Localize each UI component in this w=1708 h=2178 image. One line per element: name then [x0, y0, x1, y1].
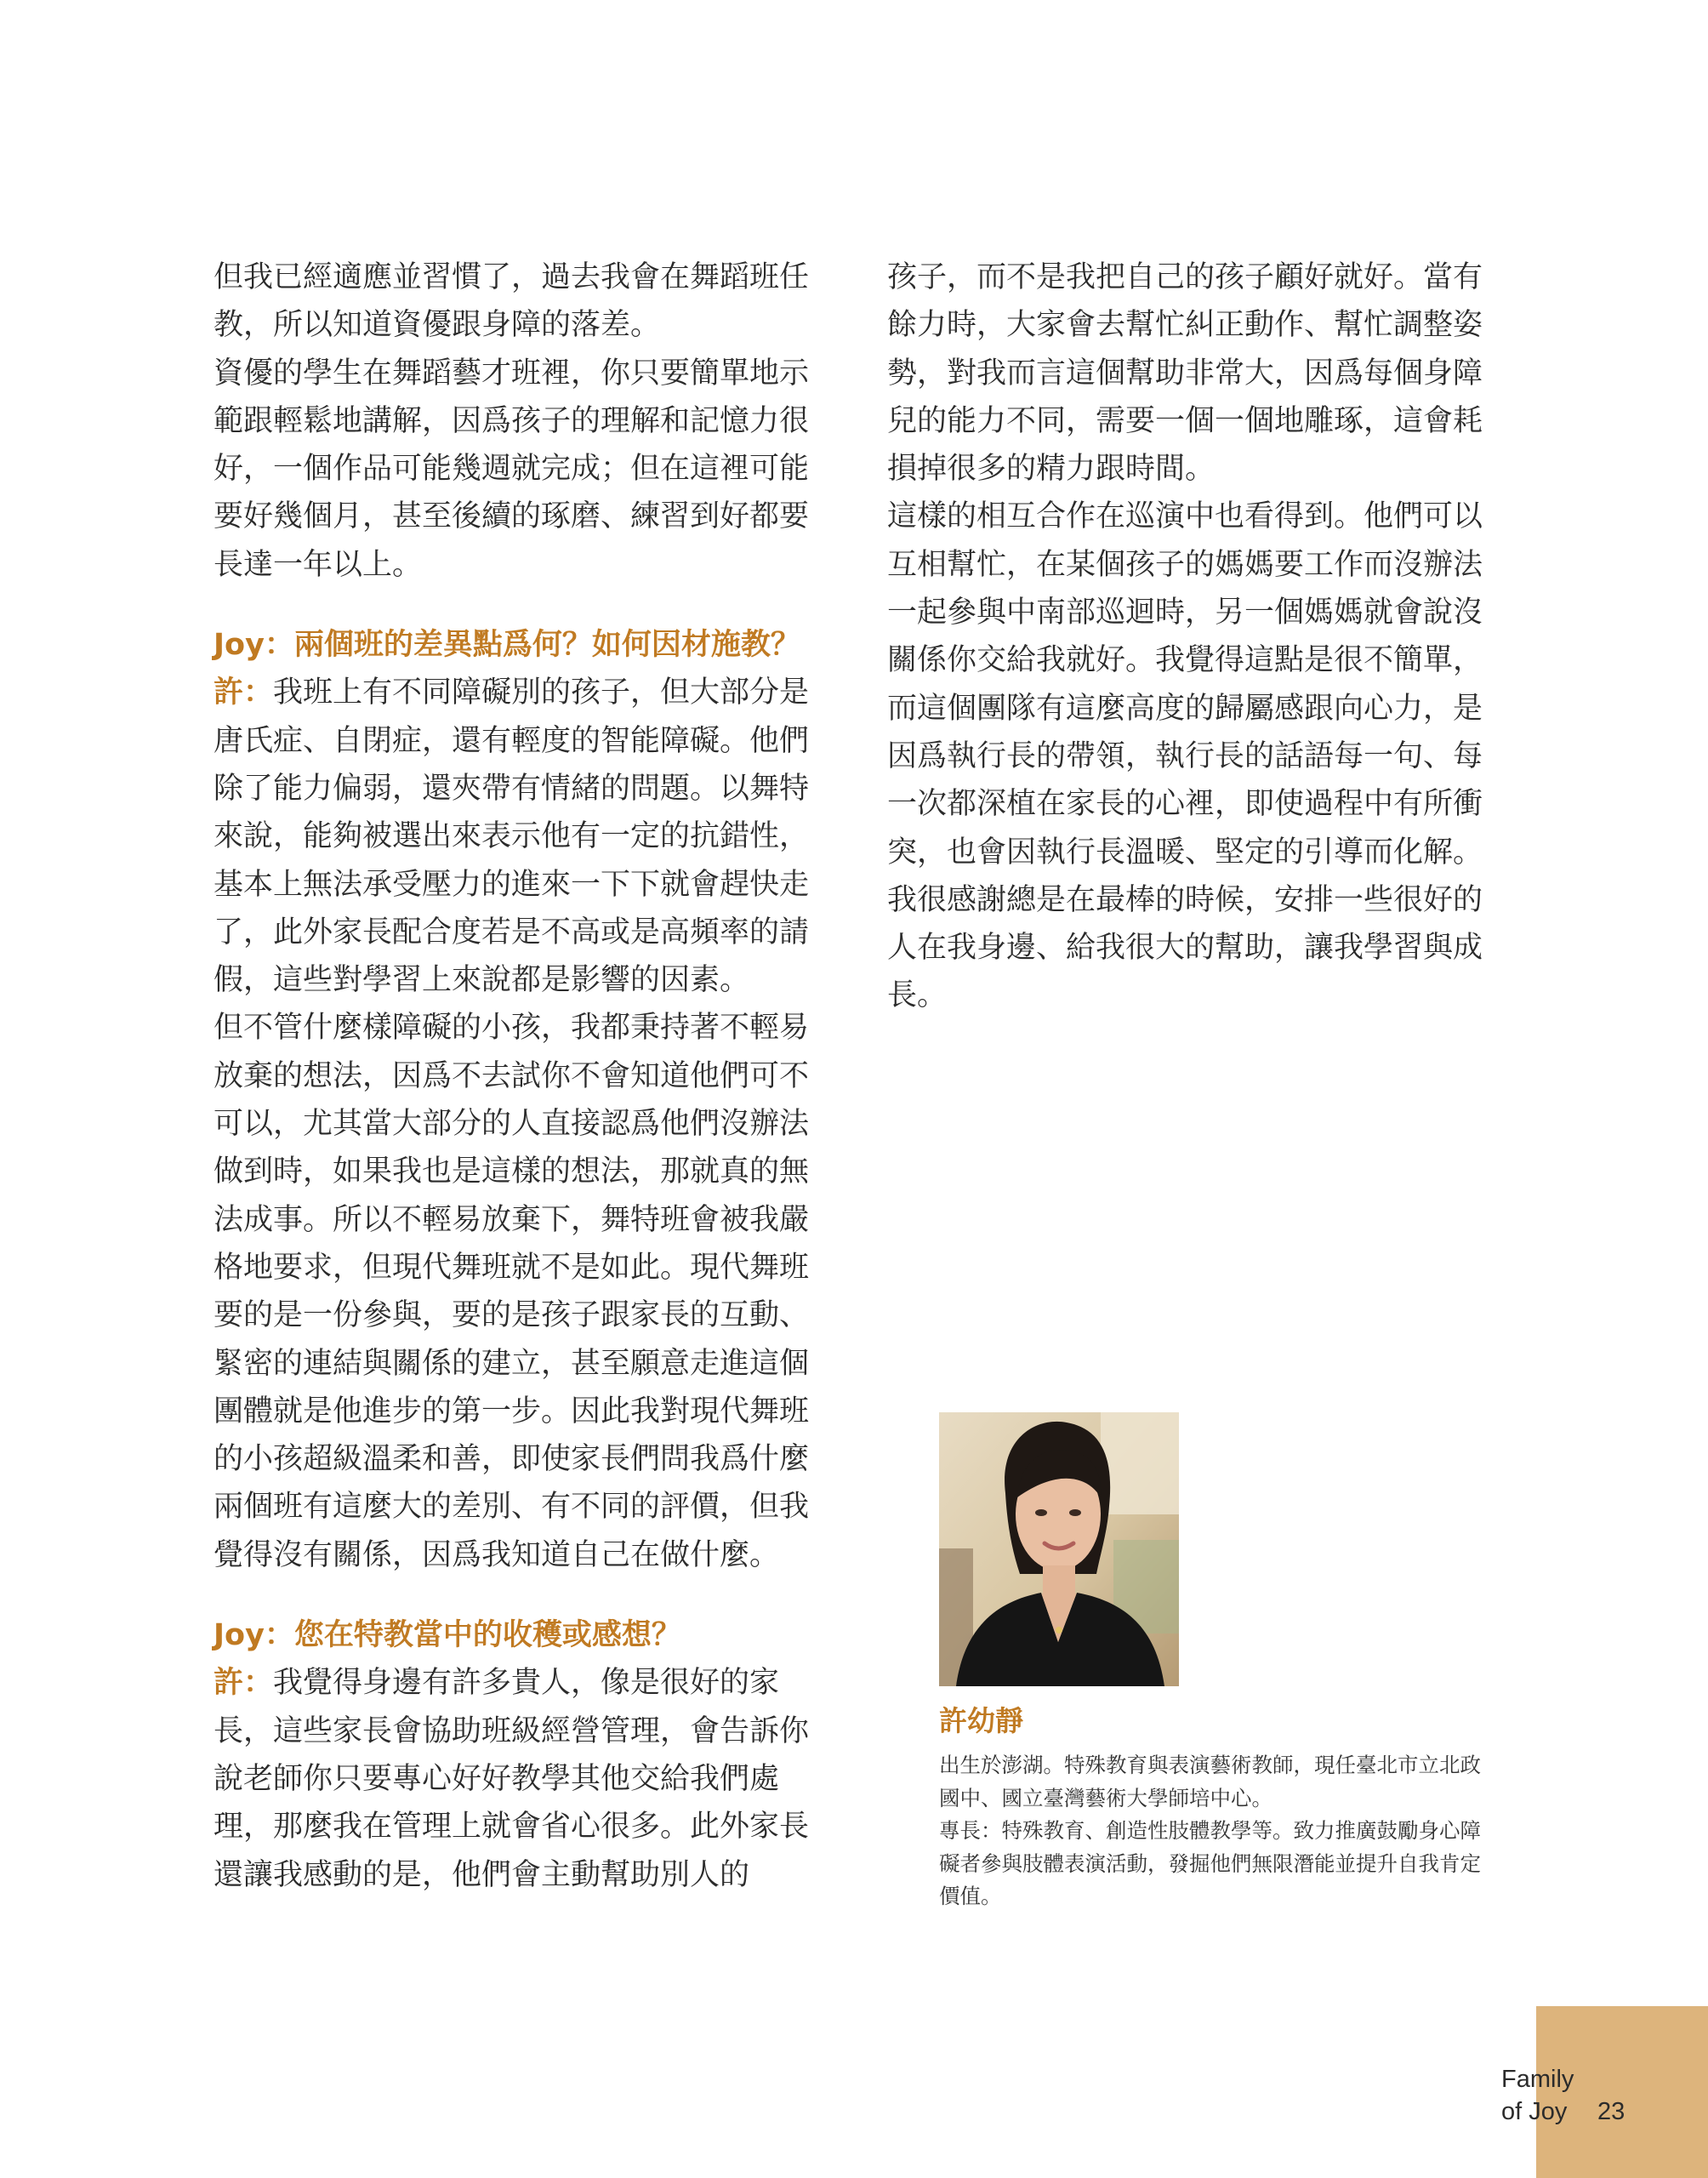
answer-paragraph — [214, 669, 819, 1004]
left-column — [214, 254, 819, 1899]
bio-text: 出生於澎湖。特殊教育與表演藝術教師，現任臺北市立北政國中、國立臺灣藝術大學師培中心。 — [939, 1753, 1481, 1810]
paragraph: 我很感謝總是在最棒的時候，安排一些很好的人在我身邊、給我很大的幫助，讓我學習與成長。 — [887, 882, 1483, 1013]
answer-text: 我班上有不同障礙別的孩子，但大部分是唐氏症、自閉症，還有輕度的智能障礙。他們除了能力偏弱，還夾帶有情緒的問題。以舞特來說，能夠被選出來表示他有一定的抗錯性，基本上無法承受壓力的進來一下下就會趕快走了，此外家長配合度若是不高或是高頻率的請假，這些對學習上來說都是影響的因素。 — [214, 676, 810, 998]
magazine-label-line: of Joy — [1501, 2098, 1568, 2125]
answer-text: 我覺得身邊有許多貴人，像是很好的家長，這些家長會協助班級經營管理，會告訴你說老師你只要專心好好教學其他交給我們處理，那麼我在管理上就會省心很多。此外家長還讓我感動的是，他們會主動幫助別人的 — [214, 1666, 810, 1892]
bio-text: 專長：特殊教育、創造性肢體教學等。致力推廣鼓勵身心障礙者參與肢體表演活動，發掘他們無限潛能並提升自我肯定價值。 — [939, 1818, 1481, 1909]
answer-speaker: 許： — [214, 676, 274, 710]
answer-paragraph — [214, 1659, 819, 1898]
paragraph: 孩子，而不是我把自己的孩子顧好就好。當有餘力時，大家會去幫忙糾正動作、幫忙調整姿勢，對我而言這個幫助非常大，因爲每個身障兒的能力不同，需要一個一個地雕琢，這會耗損掉很多的精力跟時間。 — [887, 260, 1483, 487]
magazine-label-line: Family — [1501, 2066, 1574, 2093]
answer-speaker: 許： — [214, 1666, 274, 1701]
author-name: 許幼靜 — [939, 1704, 1023, 1737]
author-bio — [939, 1702, 1500, 1913]
right-column — [887, 254, 1493, 1020]
page-number: 23 — [1597, 2098, 1625, 2125]
paragraph: 這樣的相互合作在巡演中也看得到。他們可以互相幫忙，在某個孩子的媽媽要工作而沒辦法一起參與中南部巡迴時，另一個媽媽就會說沒關係你交給我就好。我覺得這點是很不簡單，而這個團隊有這麼高度的歸屬感跟向心力，是因爲執行長的帶領，執行長的話語每一句、每一次都深植在家長的心裡，即使過程中有所衝突，也會因執行長溫暖、堅定的引導而化解。 — [887, 499, 1483, 869]
paragraph: 資優的學生在舞蹈藝才班裡，你只要簡單地示範跟輕鬆地講解，因爲孩子的理解和記憶力很好，一個作品可能幾週就完成；但在這裡可能要好幾個月，甚至後續的琢磨、練習到好都要長達一年以上。 — [214, 356, 810, 582]
interview-question: Joy：您在特教當中的收穫或感想？ — [214, 1618, 681, 1653]
interview-question: Joy：兩個班的差異點爲何？如何因材施教？ — [214, 628, 800, 663]
portrait-photo — [939, 1412, 1179, 1686]
paragraph: 但我已經適應並習慣了，過去我會在舞蹈班任教，所以知道資優跟身障的落差。 — [214, 260, 810, 343]
magazine-label — [1501, 2063, 1574, 2128]
paragraph: 但不管什麼樣障礙的小孩，我都秉持著不輕易放棄的想法，因爲不去試你不會知道他們可不可以，尤其當大部分的人直接認爲他們沒辦法做到時，如果我也是這樣的想法，那就真的無法成事。所以不輕易放棄下，舞特班會被我嚴格地要求，但現代舞班就不是如此。現代舞班要的是一份參與，要的是孩子跟家長的互動、緊密的連結與關係的建立，甚至願意走進這個團體就是他進步的第一步。因此我對現代舞班的小孩超級溫柔和善，即使家長們問我爲什麼兩個班有這麼大的差別、有不同的評價，但我覺得沒有關係，因爲我知道自己在做什麼。 — [214, 1011, 810, 1572]
